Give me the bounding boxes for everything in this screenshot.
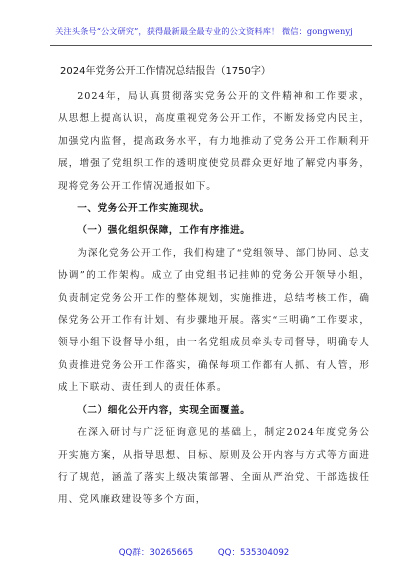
subsection-heading: （一）强化组织保障，工作有序推进。 <box>77 225 251 237</box>
subsection-heading: （二）细化公开内容，实现全面覆盖。 <box>77 404 251 416</box>
footer-contact <box>0 546 408 558</box>
header-divider <box>50 45 372 46</box>
body-paragraph: 为深化党务公开工作，我们构建了“党组领导、部门协同、总支协调”的工作架构。成立了由党组书记挂帅的党务公开领导小组，负责制定党务公开工作的整体规划，实施推进，总结考核工作，确保党务公开工作有计划、有步骤地开展。落实“三明确”工作要求，领导小组下设督导小组，由一名党组成员牵头专司督导，明确专人负责推进党务公开工作落实，确保每项工作都有人抓、有人管，形成上下联动、责任到人的责任体系。 <box>58 247 370 394</box>
body-paragraph: 在深入研讨与广泛征询意见的基础上，制定2024年度党务公开实施方案，从指导思想、目标、原则及公开内容与方式等方面进行了规范，涵盖了落实上级决策部署、全面从严治党、干部选拔任用、党风廉政建设等多个方面， <box>58 427 370 506</box>
section-heading: 一、党务公开工作实施现状。 <box>77 203 210 215</box>
footer-qq: QQ：535304092 <box>217 548 290 558</box>
body-paragraph: 2024年，局认真贯彻落实党务公开的文件精神和工作要求，从思想上提高认识，高度重视党务公开工作，不断发扬党内民主，加强党内监督，提高政务水平，有力地推动了党务公开工作顺利开展，增强了党组织工作的透明度使党员群众更好地了解党内事务，现将党务公开工作情况通报如下。 <box>58 91 370 192</box>
document-body <box>58 86 370 512</box>
footer-qq-group: QQ群：30265665 <box>118 548 194 558</box>
header-note: 关注头条号“公文研究”，获得最新最全最专业的公文资料库！ 微信：gongwenyj <box>55 26 353 36</box>
document-title: 2024年党务公开工作情况总结报告（1750字） <box>60 66 271 77</box>
